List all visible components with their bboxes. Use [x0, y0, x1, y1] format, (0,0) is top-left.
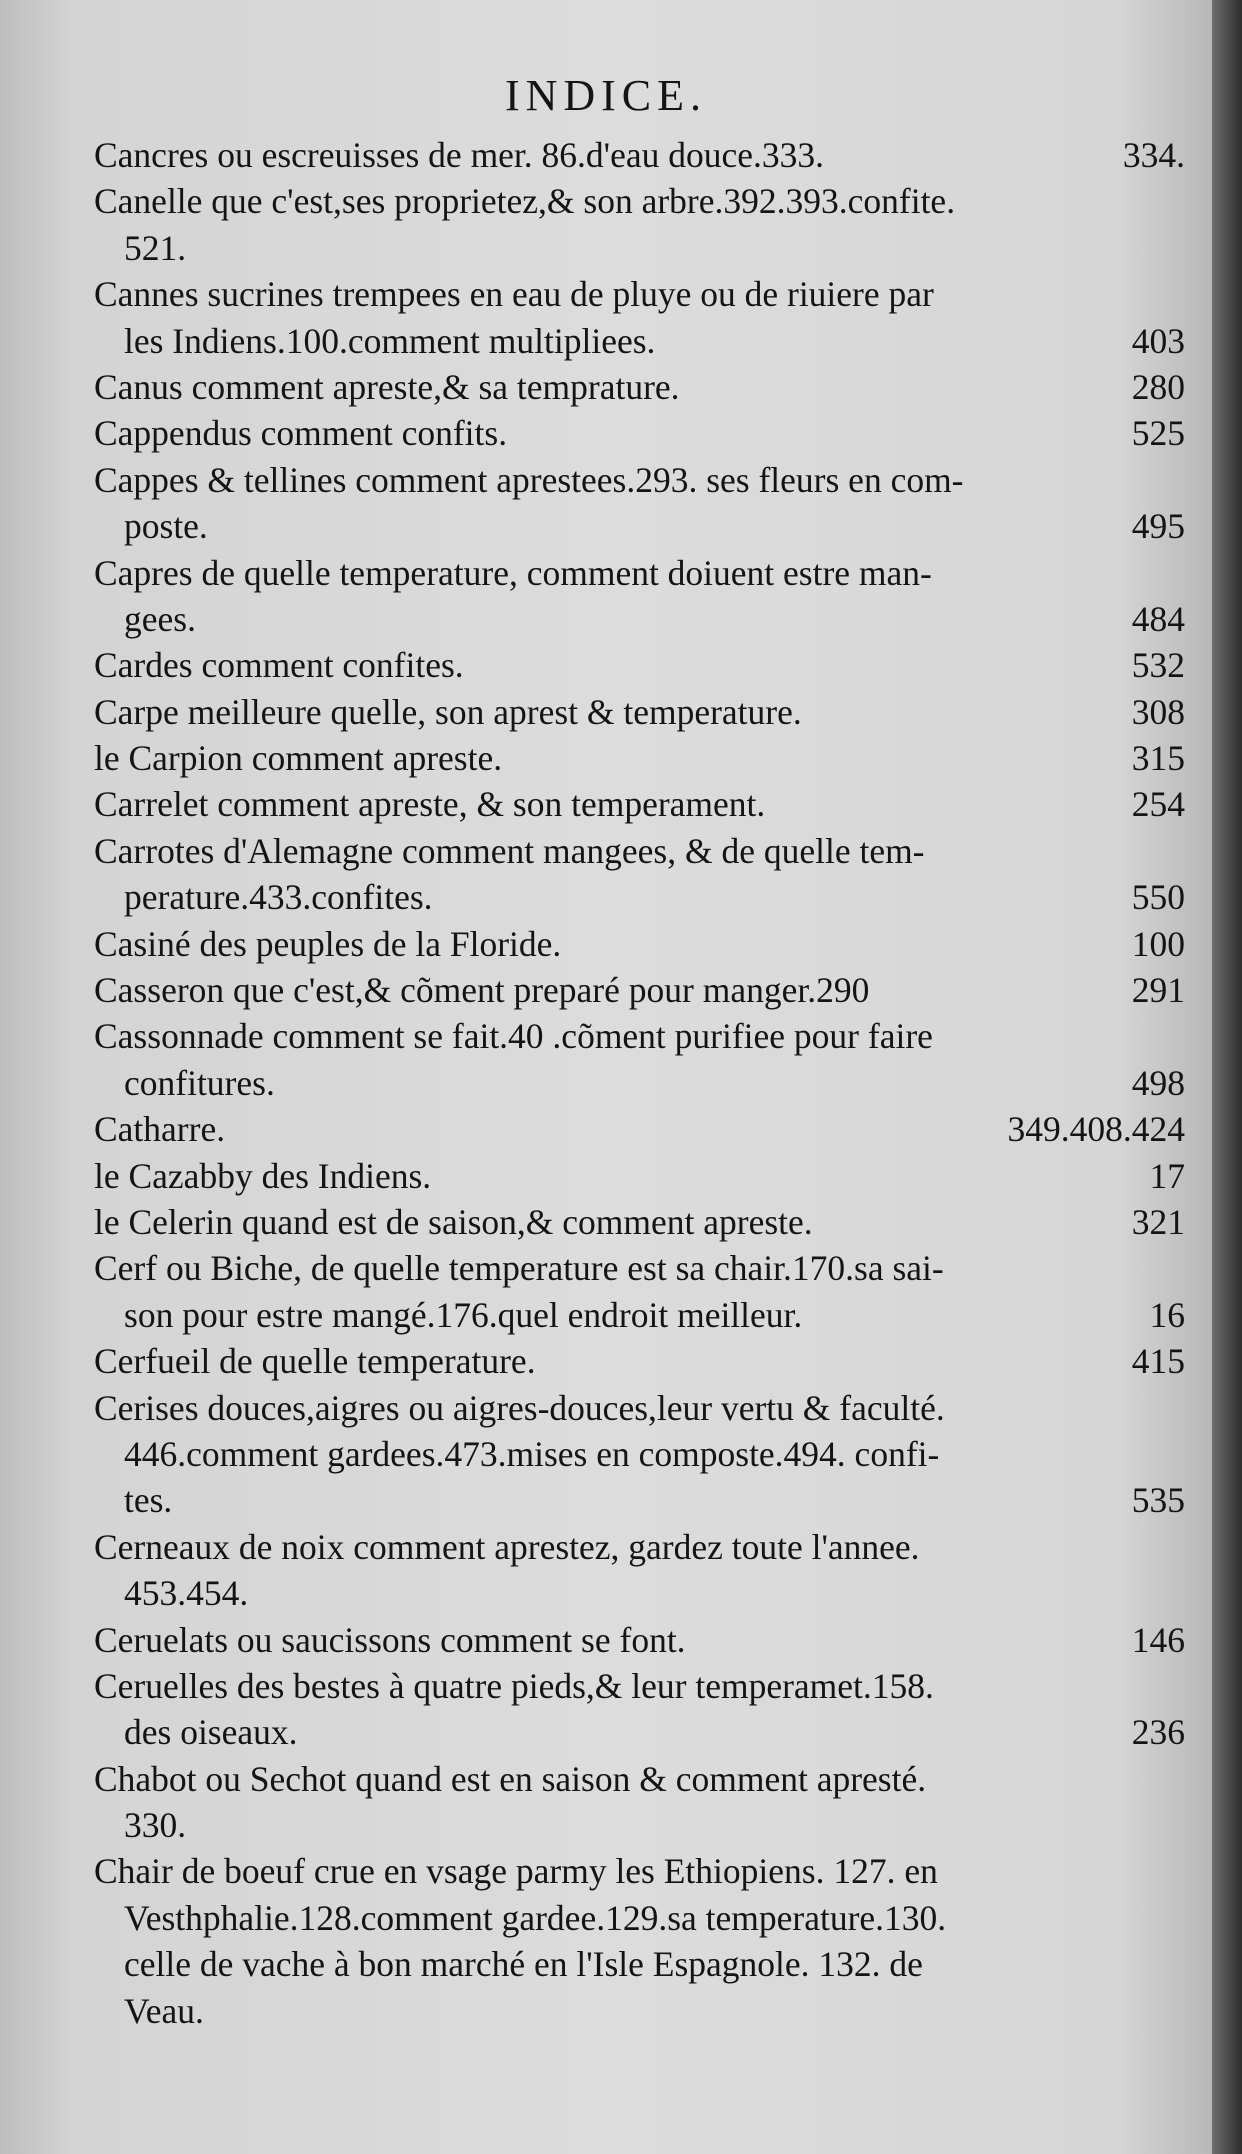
entry-text: le Carpion comment apreste. — [94, 738, 503, 779]
entry-text: Cassonnade comment se fait.40 .cõment purifiee pour faire — [94, 1016, 933, 1057]
entry-line — [94, 735, 1189, 781]
page-reference: 403 — [1131, 320, 1185, 361]
entry-line — [94, 1663, 1189, 1709]
entry-text: Veau. — [124, 1990, 204, 2031]
entry-text: 521. — [124, 227, 187, 268]
entry-line — [94, 1756, 1189, 1802]
page-reference: 254 — [1131, 784, 1185, 825]
entry-text: 453.454. — [124, 1573, 249, 1614]
entry-line — [94, 1153, 1189, 1199]
entry-text: Cerises douces,aigres ou aigres-douces,leur vertu & faculté. — [94, 1387, 945, 1428]
index-entry — [94, 828, 1189, 921]
entry-line — [94, 921, 1189, 967]
entry-text: son pour estre mangé.176.quel endroit meilleur. — [124, 1294, 803, 1335]
page-header: INDICE. — [504, 71, 708, 120]
entry-line — [94, 828, 1189, 874]
index-entry — [94, 1199, 1189, 1245]
entry-continuation-line — [94, 1802, 1189, 1848]
entry-text: 446.comment gardees.473.mises en composte.494. confi- — [124, 1433, 940, 1474]
index-entry — [94, 132, 1189, 178]
entry-line — [94, 1245, 1189, 1291]
index-entry — [94, 1617, 1189, 1663]
page-reference: 280 — [1131, 366, 1185, 407]
page-reference: 525 — [1131, 413, 1185, 454]
index-entry — [94, 457, 1189, 550]
entry-text: Carpe meilleure quelle, son aprest & temperature. — [94, 691, 802, 732]
entry-line — [94, 967, 1189, 1013]
entry-text: celle de vache à bon marché en l'Isle Espagnole. 132. de — [124, 1944, 923, 1985]
entry-text: Vesthphalie.128.comment gardee.129.sa temperature.130. — [124, 1897, 947, 1938]
entry-continuation-line — [94, 1941, 1189, 1987]
entry-text: Capres de quelle temperature, comment doiuent estre man- — [94, 552, 932, 593]
entry-text: gees. — [124, 598, 196, 639]
entry-continuation-line — [94, 503, 1189, 549]
page-reference: 16 — [1149, 1294, 1185, 1335]
page-reference: 146 — [1131, 1619, 1185, 1660]
entry-continuation-line — [94, 1060, 1189, 1106]
entry-line — [94, 1338, 1189, 1384]
entry-continuation-line — [94, 1988, 1189, 2034]
index-entry — [94, 921, 1189, 967]
entry-text: Ceruelats ou saucissons comment se font. — [94, 1619, 686, 1660]
entry-continuation-line — [94, 225, 1189, 271]
entry-line — [94, 689, 1189, 735]
entry-line — [94, 364, 1189, 410]
index-entry — [94, 1524, 1189, 1617]
entry-continuation-line — [94, 1709, 1189, 1755]
index-entry — [94, 1756, 1189, 1849]
page-reference: 236 — [1131, 1712, 1185, 1753]
entry-text: 330. — [124, 1805, 187, 1846]
entry-text: Cerf ou Biche, de quelle temperature est sa chair.170.sa sai- — [94, 1248, 944, 1289]
entry-text: confitures. — [124, 1062, 275, 1103]
entry-text: Cannes sucrines trempees en eau de pluye ou de riuiere par — [94, 274, 934, 315]
entry-text: Catharre. — [94, 1109, 226, 1150]
page-reference: 321 — [1131, 1201, 1185, 1242]
entry-continuation-line — [94, 1895, 1189, 1941]
entry-line — [94, 1524, 1189, 1570]
page-reference: 498 — [1131, 1062, 1185, 1103]
page-reference: 100 — [1131, 923, 1185, 964]
entry-line — [94, 550, 1189, 596]
entry-text: Cerfueil de quelle temperature. — [94, 1341, 536, 1382]
entry-text: Ceruelles des bestes à quatre pieds,& leur temperamet.158. — [94, 1665, 934, 1706]
index-entry — [94, 689, 1189, 735]
page-reference: 550 — [1131, 877, 1185, 918]
page-reference: 334. — [1122, 135, 1185, 175]
entry-text: Chabot ou Sechot quand est en saison & comment apresté. — [94, 1758, 927, 1799]
entry-text: Canelle que c'est,ses proprietez,& son arbre.392.393.confite. — [94, 181, 956, 222]
index-entry — [94, 178, 1189, 271]
entry-text: Cardes comment confites. — [94, 645, 464, 686]
entry-continuation-line — [94, 596, 1189, 642]
index-entry — [94, 1663, 1189, 1756]
page-reference: 415 — [1131, 1341, 1185, 1382]
entry-text: le Cazabby des Indiens. — [94, 1155, 432, 1196]
entry-text: Cancres ou escreuisses de mer. 86.d'eau douce.333. — [94, 135, 824, 175]
index-entry — [94, 550, 1189, 643]
entry-text: les Indiens.100.comment multipliees. — [124, 320, 656, 361]
entry-text: poste. — [124, 506, 208, 547]
entry-continuation-line — [94, 874, 1189, 920]
entry-continuation-line — [94, 1431, 1189, 1477]
index-entry — [94, 410, 1189, 456]
entry-text: Cappendus comment confits. — [94, 413, 508, 454]
page-reference: 349.408.424 — [1007, 1109, 1185, 1150]
index-entry — [94, 1106, 1189, 1152]
page-reference: 532 — [1131, 645, 1185, 686]
entry-continuation-line — [94, 1477, 1189, 1523]
entry-line — [94, 457, 1189, 503]
entry-text: Chair de boeuf crue en vsage parmy les Ethiopiens. 127. en — [94, 1851, 938, 1892]
entry-line — [94, 410, 1189, 456]
entry-line — [94, 1106, 1189, 1152]
index-entry — [94, 967, 1189, 1013]
entry-line — [94, 781, 1189, 827]
entry-line — [94, 642, 1189, 688]
page-reference: 308 — [1131, 691, 1185, 732]
entry-text: Cappes & tellines comment aprestees.293. ses fleurs en com- — [94, 459, 964, 500]
entry-continuation-line — [94, 318, 1189, 364]
entry-line — [94, 1385, 1189, 1431]
index-entry — [94, 364, 1189, 410]
entry-line — [94, 132, 1189, 178]
page-reference: 495 — [1131, 506, 1185, 547]
entry-continuation-line — [94, 1570, 1189, 1616]
entry-line — [94, 1013, 1189, 1059]
entry-line — [94, 271, 1189, 317]
index-entry — [94, 1338, 1189, 1384]
entry-text: des oiseaux. — [124, 1712, 298, 1753]
entry-line — [94, 1848, 1189, 1894]
entry-line — [94, 178, 1189, 224]
entry-line — [94, 1199, 1189, 1245]
index-entry — [94, 271, 1189, 364]
entry-text: tes. — [124, 1480, 173, 1521]
entry-line — [94, 1617, 1189, 1663]
index-entry — [94, 735, 1189, 781]
entry-continuation-line — [94, 1292, 1189, 1338]
index-entry — [94, 1013, 1189, 1106]
entry-text: perature.433.confites. — [124, 877, 433, 918]
index-entry — [94, 781, 1189, 827]
page-reference: 315 — [1131, 738, 1185, 779]
index-entry — [94, 1245, 1189, 1338]
page-reference: 535 — [1131, 1480, 1185, 1521]
entry-text: Carrotes d'Alemagne comment mangees, & de quelle tem- — [94, 830, 925, 871]
index-entry — [94, 1385, 1189, 1524]
index-entry — [94, 1848, 1189, 2034]
index-entry — [94, 642, 1189, 688]
page-edge-shadow — [1212, 0, 1242, 2154]
page-reference: 484 — [1131, 598, 1185, 639]
entry-text: le Celerin quand est de saison,& comment apreste. — [94, 1201, 813, 1242]
page-reference: 291 — [1131, 970, 1185, 1011]
page-reference: 17 — [1149, 1155, 1185, 1196]
index-entries — [94, 132, 1189, 2034]
index-entry — [94, 1153, 1189, 1199]
entry-text: Casiné des peuples de la Floride. — [94, 923, 562, 964]
entry-text: Carrelet comment apreste, & son temperament. — [94, 784, 766, 825]
entry-text: Cerneaux de noix comment aprestez, gardez toute l'annee. — [94, 1526, 920, 1567]
entry-text: Canus comment apreste,& sa temprature. — [94, 366, 680, 407]
entry-text: Casseron que c'est,& cõment preparé pour manger.290 — [94, 970, 870, 1011]
